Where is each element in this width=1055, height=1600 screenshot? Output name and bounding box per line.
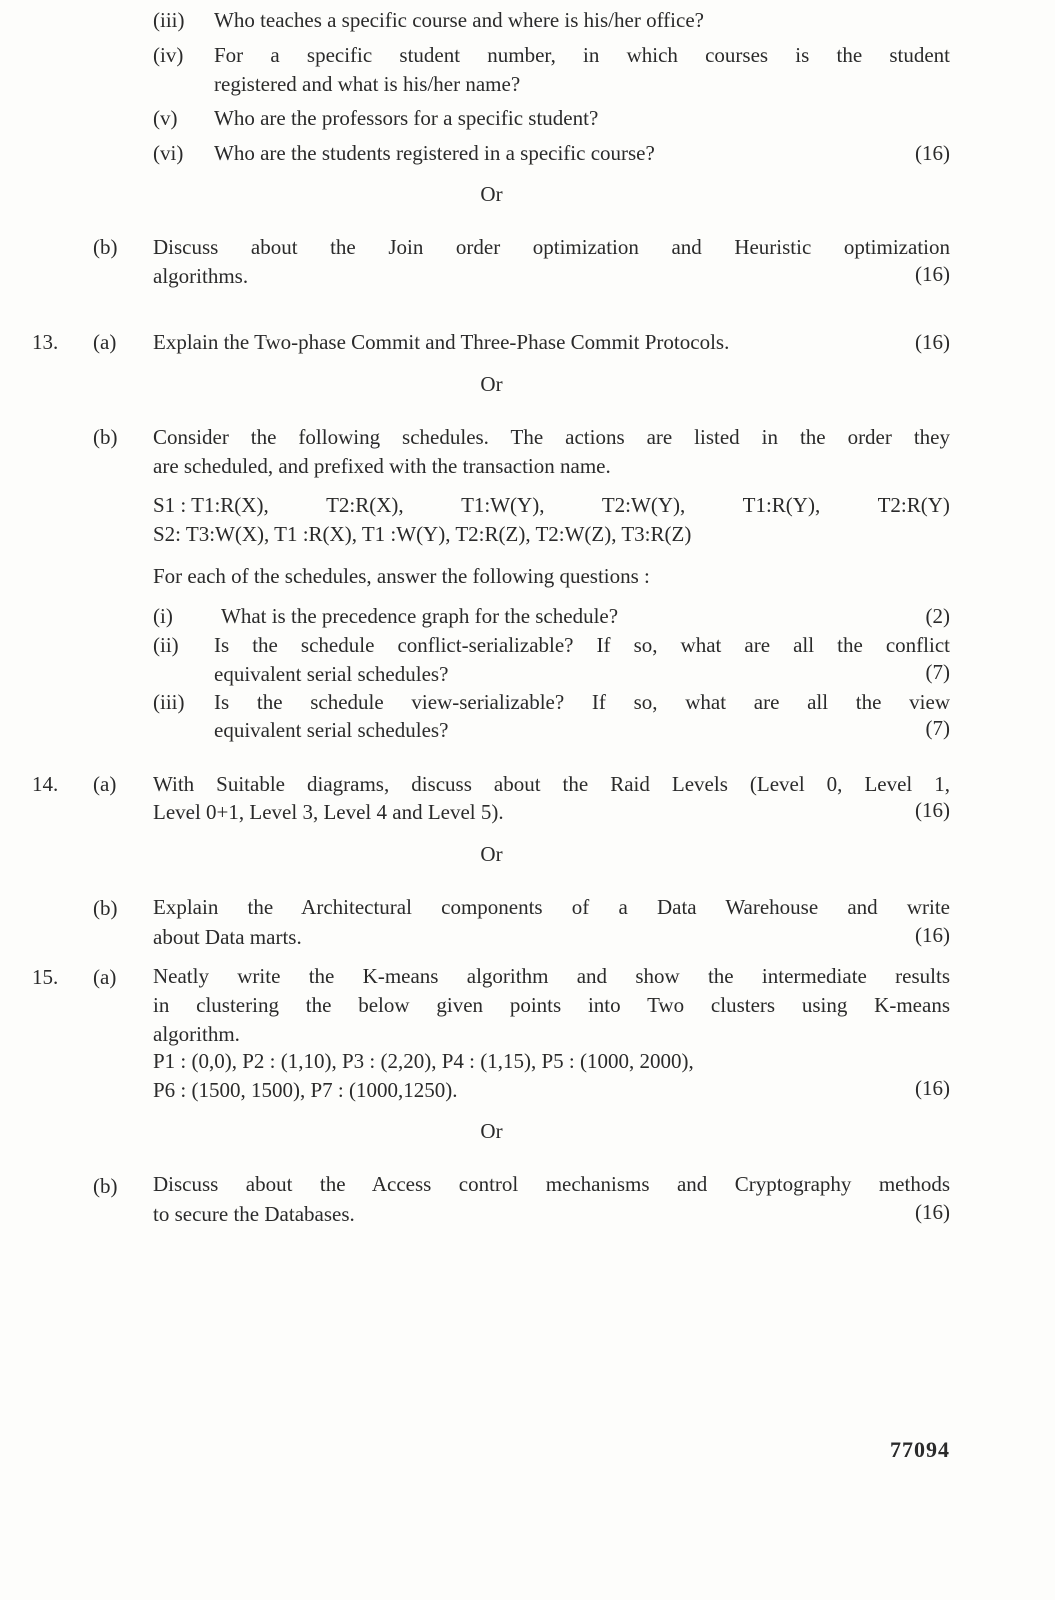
marks: (16)	[915, 1200, 950, 1224]
question-text: Discuss about the Access control mechanisms and Cryptography methods	[153, 1172, 950, 1196]
question-number: 14.	[32, 772, 59, 796]
s1-op: T2:R(Y)	[877, 493, 950, 517]
question-text: are scheduled, and prefixed with the transaction name.	[153, 454, 611, 478]
or-separator: Or	[480, 182, 503, 206]
or-separator: Or	[480, 372, 503, 396]
s1-op: T1:W(Y),	[461, 493, 545, 517]
marks: (16)	[915, 923, 950, 947]
item-text-cont: registered and what is his/her name?	[214, 72, 521, 96]
or-separator: Or	[480, 1119, 503, 1143]
marks: (16)	[915, 262, 950, 286]
question-text: about Data marts.	[153, 925, 302, 949]
schedule-s1	[153, 491, 950, 519]
marks: (7)	[925, 660, 950, 684]
question-text: Consider the following schedules. The actions are listed in the order they	[153, 425, 950, 449]
question-number: 13.	[32, 330, 59, 354]
part-label: (b)	[93, 235, 118, 259]
points-list: P6 : (1500, 1500), P7 : (1000,1250).	[153, 1078, 458, 1102]
s1-op: T1:R(Y),	[742, 493, 821, 517]
item-text: Who teaches a specific course and where is his/her office?	[214, 8, 704, 32]
questions-intro: For each of the schedules, answer the following questions :	[153, 564, 650, 588]
item-text: Is the schedule conflict-serializable? If so, what are all the conflict	[214, 633, 950, 657]
or-separator: Or	[480, 842, 503, 866]
marks: (16)	[915, 330, 950, 354]
item-text-cont: equivalent serial schedules?	[214, 662, 449, 686]
item-label: (iv)	[153, 43, 184, 67]
marks: (7)	[925, 716, 950, 740]
marks: (2)	[925, 604, 950, 628]
question-text: Level 0+1, Level 3, Level 4 and Level 5).	[153, 800, 504, 824]
question-text: Explain the Architectural components of a Data Warehouse and write	[153, 895, 950, 919]
schedule-s2: S2: T3:W(X), T1 :R(X), T1 :W(Y), T2:R(Z), T2:W(Z), T3:R(Z)	[153, 522, 692, 546]
part-label: (b)	[93, 1174, 118, 1198]
item-label: (ii)	[153, 633, 179, 657]
question-text: to secure the Databases.	[153, 1202, 355, 1226]
part-label: (b)	[93, 425, 118, 449]
s1-op: T2:W(Y),	[601, 493, 686, 517]
s1-op: S1 : T1:R(X),	[153, 493, 269, 517]
item-text-cont: equivalent serial schedules?	[214, 718, 449, 742]
item-label: (iii)	[153, 8, 185, 32]
item-text: Who are the professors for a specific student?	[214, 106, 599, 130]
part-label: (a)	[93, 330, 117, 354]
item-label: (i)	[153, 604, 173, 628]
s1-op: T2:R(X),	[326, 493, 404, 517]
marks: (16)	[915, 1076, 950, 1100]
item-text: Who are the students registered in a specific course?	[214, 141, 655, 165]
paper-code: 77094	[890, 1437, 950, 1462]
item-label: (iii)	[153, 690, 185, 714]
question-text: algorithm.	[153, 1022, 240, 1046]
part-label: (a)	[93, 772, 117, 796]
marks: (16)	[915, 141, 950, 165]
question-text: Neatly write the K-means algorithm and show the intermediate results	[153, 964, 950, 988]
item-text: What is the precedence graph for the schedule?	[221, 604, 619, 628]
points-list: P1 : (0,0), P2 : (1,10), P3 : (2,20), P4 : (1,15), P5 : (1000, 2000),	[153, 1049, 694, 1073]
part-label: (a)	[93, 965, 117, 989]
item-text: Is the schedule view-serializable? If so, what are all the view	[214, 690, 950, 714]
question-text: algorithms.	[153, 264, 249, 288]
question-text: With Suitable diagrams, discuss about the Raid Levels (Level 0, Level 1,	[153, 772, 950, 796]
item-label: (v)	[153, 106, 178, 130]
question-text: in clustering the below given points into Two clusters using K-means	[153, 993, 950, 1017]
item-text: For a specific student number, in which courses is the student	[214, 43, 950, 67]
marks: (16)	[915, 798, 950, 822]
question-text: Discuss about the Join order optimization and Heuristic optimization	[153, 235, 950, 259]
item-label: (vi)	[153, 141, 184, 165]
part-label: (b)	[93, 896, 118, 920]
question-text: Explain the Two-phase Commit and Three-Phase Commit Protocols.	[153, 330, 730, 354]
question-number: 15.	[32, 965, 59, 989]
